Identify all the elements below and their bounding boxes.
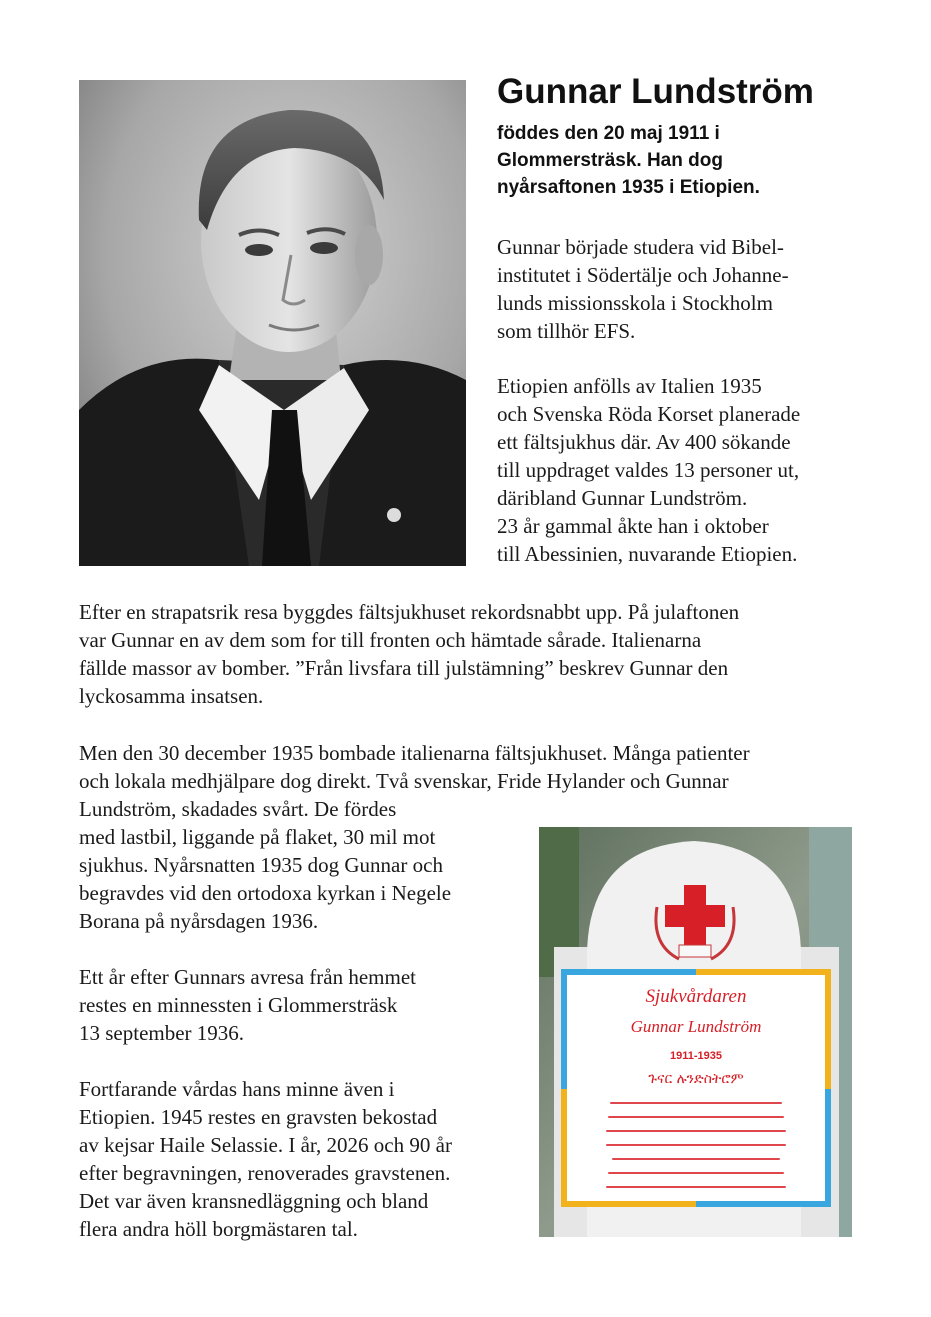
text-line: Efter en strapatsrik resa byggdes fältsjukhuset rekordsnabbt upp. På julaftonen [79, 600, 740, 624]
text-line: lyckosamma insatsen. [79, 684, 264, 708]
paragraph-memorial-stone [79, 963, 519, 1047]
text-line: med lastbil, liggande på flaket, 30 mil mot [79, 825, 436, 849]
text-line: 13 september 1936. [79, 1021, 245, 1045]
gravestone-photo [539, 827, 852, 1237]
text-line: av kejsar Haile Selassie. I år, 2026 och 90 år [79, 1133, 452, 1157]
paragraph-bombing-rest [79, 795, 519, 935]
inscription-amharic-name: ጉናር ሉንድስትሮም [648, 1071, 744, 1087]
text-line: ett fältsjukhus där. Av 400 sökande [497, 430, 791, 454]
text-line: och lokala medhjälpare dog direkt. Två svenskar, Fride Hylander och Gunnar [79, 769, 729, 793]
text-line: restes en minnessten i Glommersträsk [79, 993, 398, 1017]
summary-line: nyårsaftonen 1935 i Etiopien. [497, 177, 760, 198]
text-line: som tillhör EFS. [497, 319, 636, 343]
text-line: begravdes vid den ortodoxa kyrkan i Negele [79, 881, 452, 905]
text-line: Fortfarande vårdas hans minne även i [79, 1077, 395, 1101]
text-line: Gunnar började studera vid Bibel- [497, 235, 784, 259]
text-line: däribland Gunnar Lundström. [497, 486, 748, 510]
text-line: Lundström, skadades svårt. De fördes [79, 797, 397, 821]
text-line: efter begravningen, renoverades gravstenen. [79, 1161, 451, 1185]
person-name-heading: Gunnar Lundström [497, 72, 814, 111]
paragraph-field-hospital [79, 598, 869, 710]
text-line: flera andra höll borgmästaren tal. [79, 1217, 358, 1241]
text-line: Det var även kransnedläggning och bland [79, 1189, 429, 1213]
paragraph-bombing-top [79, 739, 869, 795]
paragraph-ethiopia-mission [497, 372, 917, 568]
text-line: Men den 30 december 1935 bombade italienarna fältsjukhuset. Många patienter [79, 741, 750, 765]
text-line: Etiopien anfölls av Italien 1935 [497, 374, 762, 398]
text-line: och Svenska Röda Korset planerade [497, 402, 801, 426]
inscription-name: Gunnar Lundström [630, 1017, 762, 1036]
text-line: Ett år efter Gunnars avresa från hemmet [79, 965, 417, 989]
paragraph-remembrance [79, 1075, 519, 1243]
birth-death-summary [497, 120, 907, 201]
text-line: sjukhus. Nyårsnatten 1935 dog Gunnar och [79, 853, 443, 877]
text-line: till uppdraget valdes 13 personer ut, [497, 458, 800, 482]
paragraph-education [497, 233, 917, 345]
inscription-years: 1911-1935 [670, 1050, 722, 1062]
summary-line: föddes den 20 maj 1911 i [497, 123, 720, 144]
text-line: lunds missionsskola i Stockholm [497, 291, 773, 315]
text-line: till Abessinien, nuvarande Etiopien. [497, 542, 798, 566]
text-line: Etiopien. 1945 restes en gravsten bekostad [79, 1105, 438, 1129]
text-line: 23 år gammal åkte han i oktober [497, 514, 769, 538]
inscription-title: Sjukvårdaren [645, 986, 747, 1007]
text-line: fällde massor av bomber. ”Från livsfara till julstämning” beskrev Gunnar den [79, 656, 729, 680]
text-line: var Gunnar en av dem som for till fronten och hämtade sårade. Italienarna [79, 628, 702, 652]
text-line: Borana på nyårsdagen 1936. [79, 909, 319, 933]
portrait-photo [79, 80, 466, 566]
summary-line: Glommersträsk. Han dog [497, 150, 723, 171]
text-line: institutet i Södertälje och Johanne- [497, 263, 789, 287]
